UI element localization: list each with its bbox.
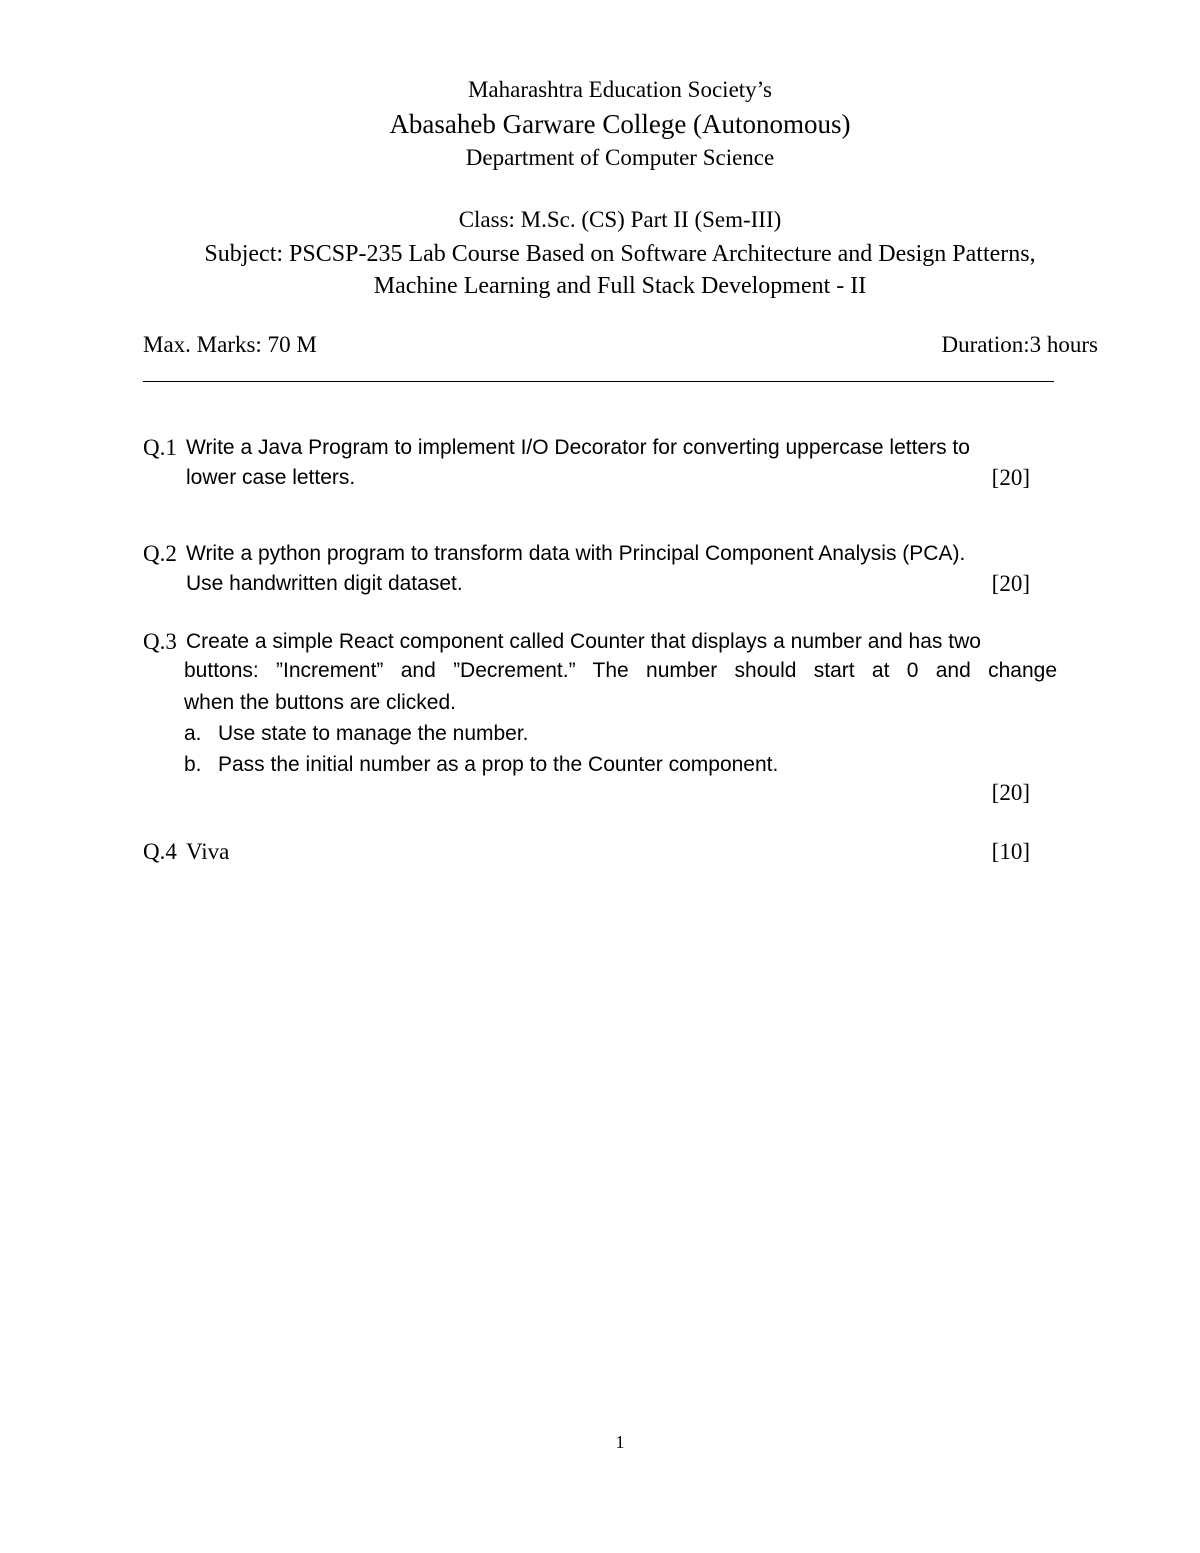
- society-name: Maharashtra Education Society’s: [467, 77, 773, 102]
- question-text-line: lower case letters.: [186, 466, 356, 489]
- header-divider: [143, 381, 1054, 382]
- subitem-text: Use state to manage the number.: [218, 722, 529, 745]
- max-marks: Max. Marks: 70 M: [143, 332, 317, 357]
- subject-line-2: Machine Learning and Full Stack Development - II: [373, 273, 867, 299]
- subject-line-1: Subject: PSCSP-235 Lab Course Based on Software Architecture and Design Patterns,: [204, 241, 1036, 267]
- subitem-label: a.: [184, 722, 202, 745]
- question-marks: [20]: [991, 780, 1030, 805]
- department-name: Department of Computer Science: [465, 145, 775, 170]
- question-text-line: Viva: [186, 839, 230, 864]
- class-line: Class: M.Sc. (CS) Part II (Sem-III): [458, 207, 782, 232]
- question-text-line: Write a python program to transform data with Principal Component Analysis (PCA).: [186, 542, 966, 565]
- subitem-label: b.: [184, 753, 202, 776]
- question-number: Q.4: [143, 839, 177, 864]
- question-text-line: Use handwritten digit dataset.: [186, 572, 463, 595]
- page-number: 1: [615, 1432, 625, 1452]
- question-text-line: buttons: ”Increment” and ”Decrement.” The number should start at 0 and change: [184, 659, 1057, 682]
- question-marks: [20]: [991, 465, 1030, 490]
- question-number: Q.2: [143, 541, 177, 566]
- question-number: Q.3: [143, 629, 177, 654]
- question-text-line: Create a simple React component called Counter that displays a number and has two: [186, 630, 981, 653]
- college-name: Abasaheb Garware College (Autonomous): [389, 109, 851, 139]
- question-number: Q.1: [143, 435, 177, 460]
- question-text-line: when the buttons are clicked.: [184, 691, 456, 714]
- question-marks: [20]: [991, 571, 1030, 596]
- question-marks: [10]: [991, 839, 1030, 864]
- subitem-text: Pass the initial number as a prop to the Counter component.: [218, 753, 779, 776]
- question-text-line: Write a Java Program to implement I/O Decorator for converting uppercase letters to: [186, 436, 970, 459]
- duration: Duration:3 hours: [941, 332, 1098, 357]
